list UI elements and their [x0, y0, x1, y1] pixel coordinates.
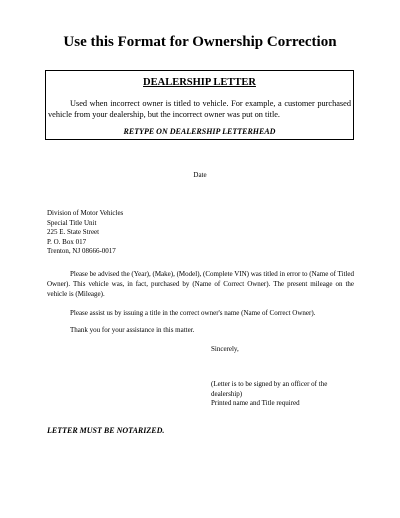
- signature-note: [211, 380, 361, 409]
- address-line: 225 E. State Street: [47, 228, 100, 237]
- box-description: Used when incorrect owner is titled to vehicle. For example, a customer purchased vehicle from your dealership, but the incorrect owner was put on title.: [48, 99, 351, 119]
- body-paragraph-vehicle-details: Please be advised the (Year), (Make), (Model), (Complete VIN) was titled in error to (Name of Titled Owner). This vehicle was, in fact, purchased by (Name of Correct Owner). The present mileage on the vehicle is (Mileage).: [47, 270, 354, 298]
- address-line: Trenton, NJ 08666-0017: [47, 247, 116, 256]
- signature-note-line: dealership): [211, 389, 243, 398]
- dealership-letter-box: [45, 70, 354, 140]
- box-heading: DEALERSHIP LETTER: [143, 77, 256, 88]
- page-title: Use this Format for Ownership Correction: [63, 34, 337, 50]
- signature-note-line: (Letter is to be signed by an officer of the: [211, 380, 328, 388]
- closing: Sincerely,: [211, 345, 239, 353]
- date-label: Date: [193, 171, 207, 179]
- signature-note-line: Printed name and Title required: [211, 399, 300, 408]
- letterhead-instruction: RETYPE ON DEALERSHIP LETTERHEAD: [123, 127, 276, 136]
- address-line: Special Title Unit: [47, 218, 97, 227]
- notarization-requirement: LETTER MUST BE NOTARIZED.: [47, 426, 165, 435]
- recipient-address: [47, 209, 123, 257]
- body-paragraph-thanks: Thank you for your assistance in this matter.: [70, 326, 195, 334]
- body-paragraph-request: Please assist us by issuing a title in the correct owner's name (Name of Correct Owner).: [70, 309, 316, 317]
- address-line: P. O. Box 017: [47, 237, 87, 246]
- address-line: Division of Motor Vehicles: [47, 209, 124, 217]
